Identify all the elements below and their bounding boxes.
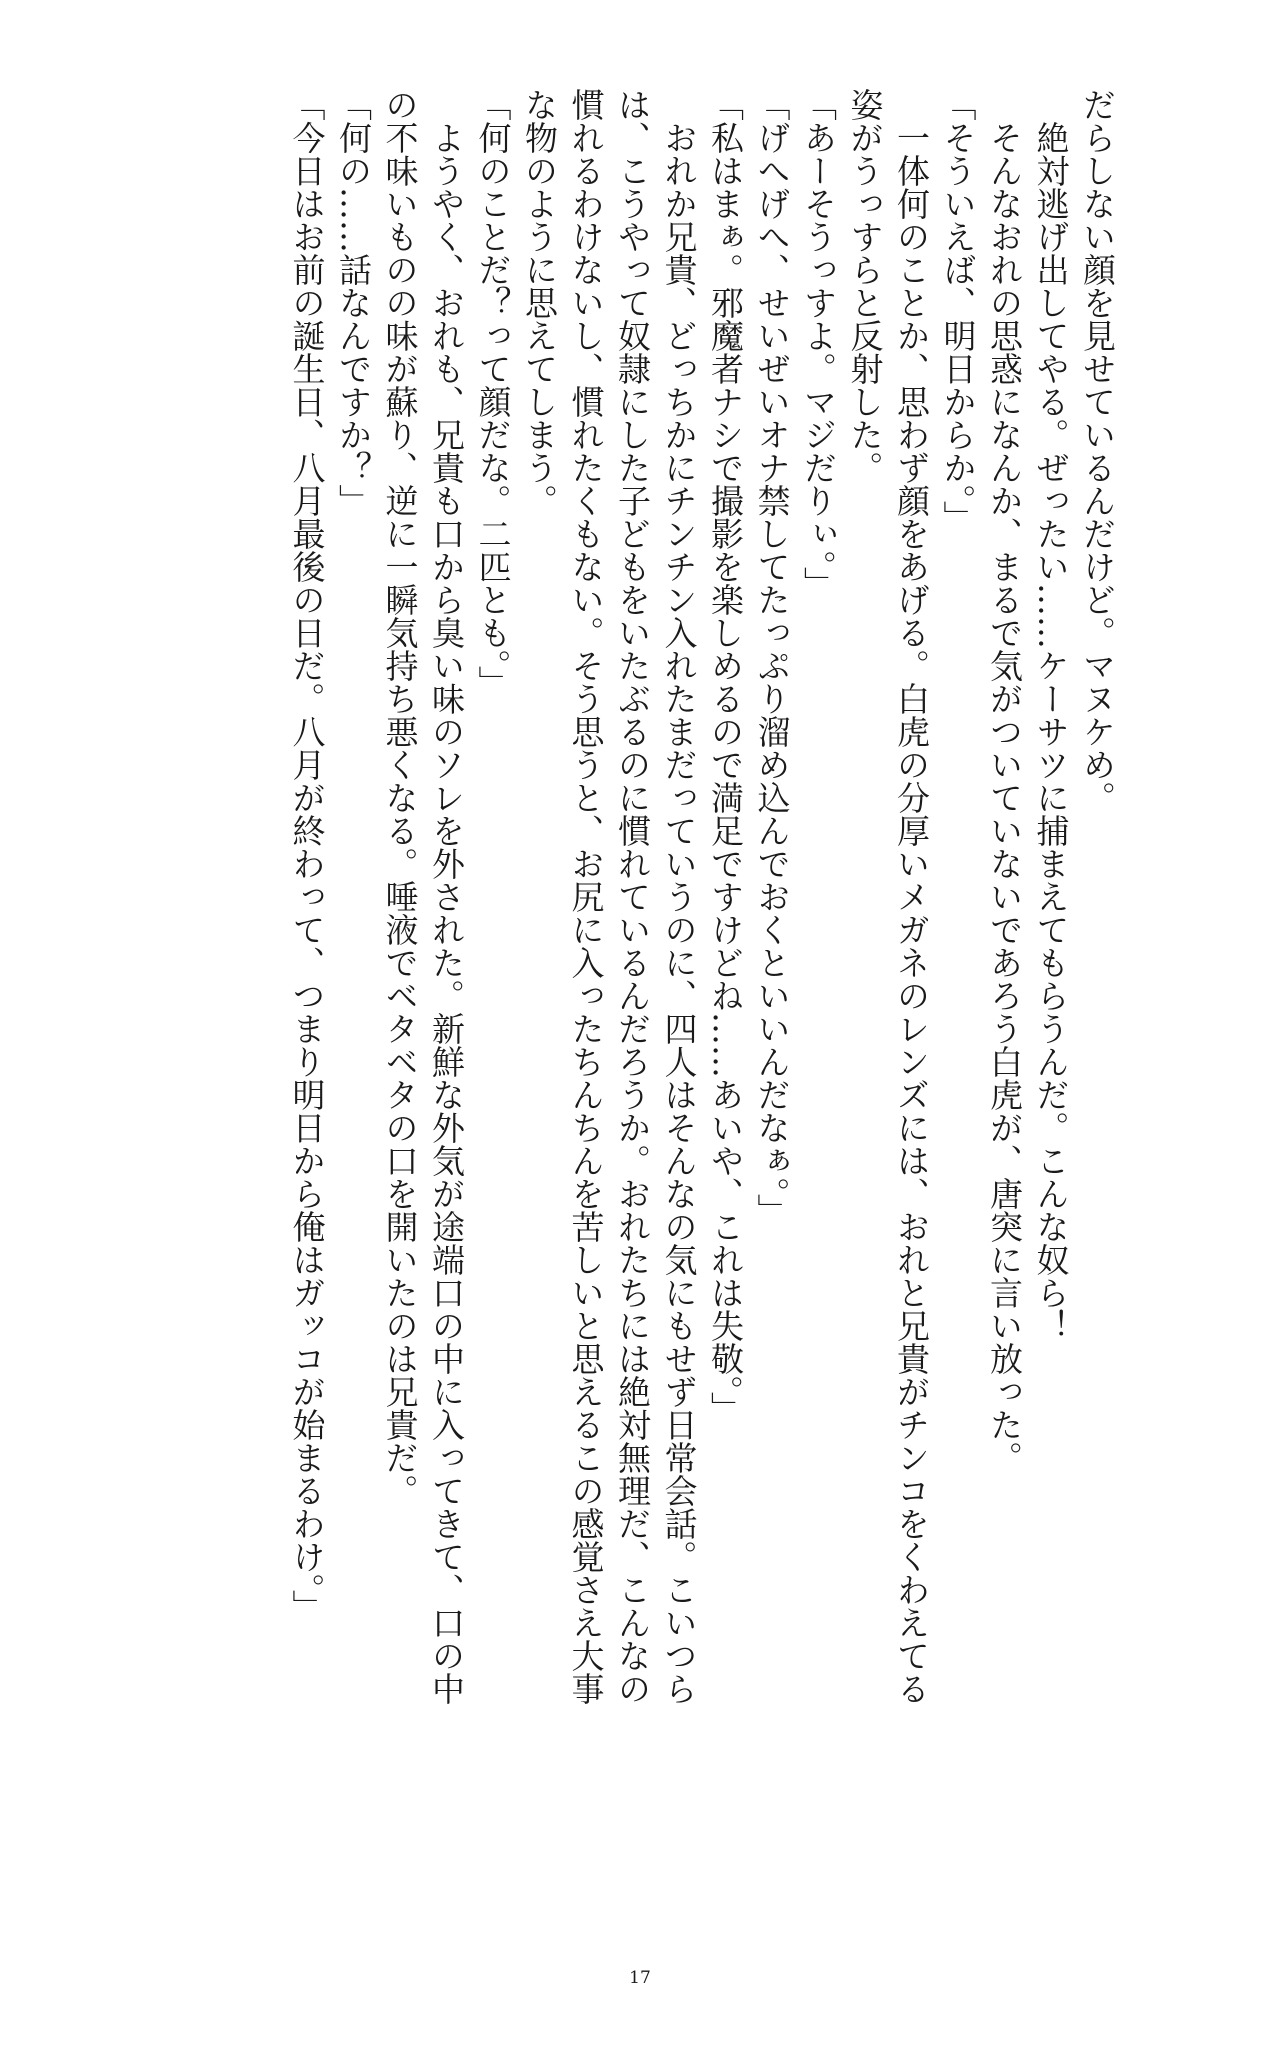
- paragraph-2: 絶対逃げ出してやる。ぜったい……ケーサツに捕まえてもらうんだ。こんな奴ら！: [1031, 88, 1071, 1342]
- paragraph-9: おれか兄貴、どっちかにチンチン入れたまだっていうのに、四人はそんなの気にもせず日常会話。こいつらは、こうやって奴隷にした子どもをいたぶるのに慣れているんだろうか。おれたちには絶対無理だ、こんなの慣れるわけないし、慣れたくもない。そう思うと、お尻に入ったちんちんを苦しいと思えるこの感覚さえ大事な物のように思えてしまう。: [520, 88, 699, 1705]
- paragraph-3: そんなおれの思惑になんか、まるで気がついていないであろう白虎が、唐突に言い放った。: [985, 88, 1024, 1474]
- paragraph-10: 「何のことだ？って顔だな。二匹とも。」: [473, 88, 513, 699]
- paragraph-6: 「あーそうっすよ。マジだりぃ。」: [799, 88, 838, 600]
- paragraph-11: ようやく、おれも、兄貴も口から臭い味のソレを外された。新鮮な外気が途端口の中に入ってきて、口の中の不味いものの味が蘇り、逆に一瞬気持ち悪くなる。唾液でベタベタの口を開いたのは兄貴だ。: [380, 88, 466, 1705]
- paragraph-13: 「今日はお前の誕生日、八月最後の日だ。八月が終わって、つまり明日から俺はガッコが始まるわけ。」: [287, 88, 327, 1623]
- paragraph-12: 「何の……話なんですか？」: [334, 88, 373, 517]
- paragraph-4: 「そういえば、明日からか。」: [938, 88, 978, 534]
- page-number: 17: [629, 1968, 651, 1988]
- vertical-text-block: [120, 88, 1120, 1728]
- paragraph-8: 「私はまぁ。邪魔者ナシで撮影を楽しめるので満足ですけどね……あいや、これは失敬。」: [706, 88, 745, 1425]
- paragraph-1: だらしない顔を見せているんだけど。マヌケめ。: [1078, 88, 1117, 814]
- paragraph-5: 一体何のことか、思わず顔をあげる。白虎の分厚いメガネのレンズには、おれと兄貴がチンコをくわえてる姿がうっすらと反射した。: [845, 88, 931, 1705]
- paragraph-7: 「げへげへ、せいぜいオナ禁してたっぷり溜め込んでおくといいんだなぁ。」: [752, 88, 792, 1227]
